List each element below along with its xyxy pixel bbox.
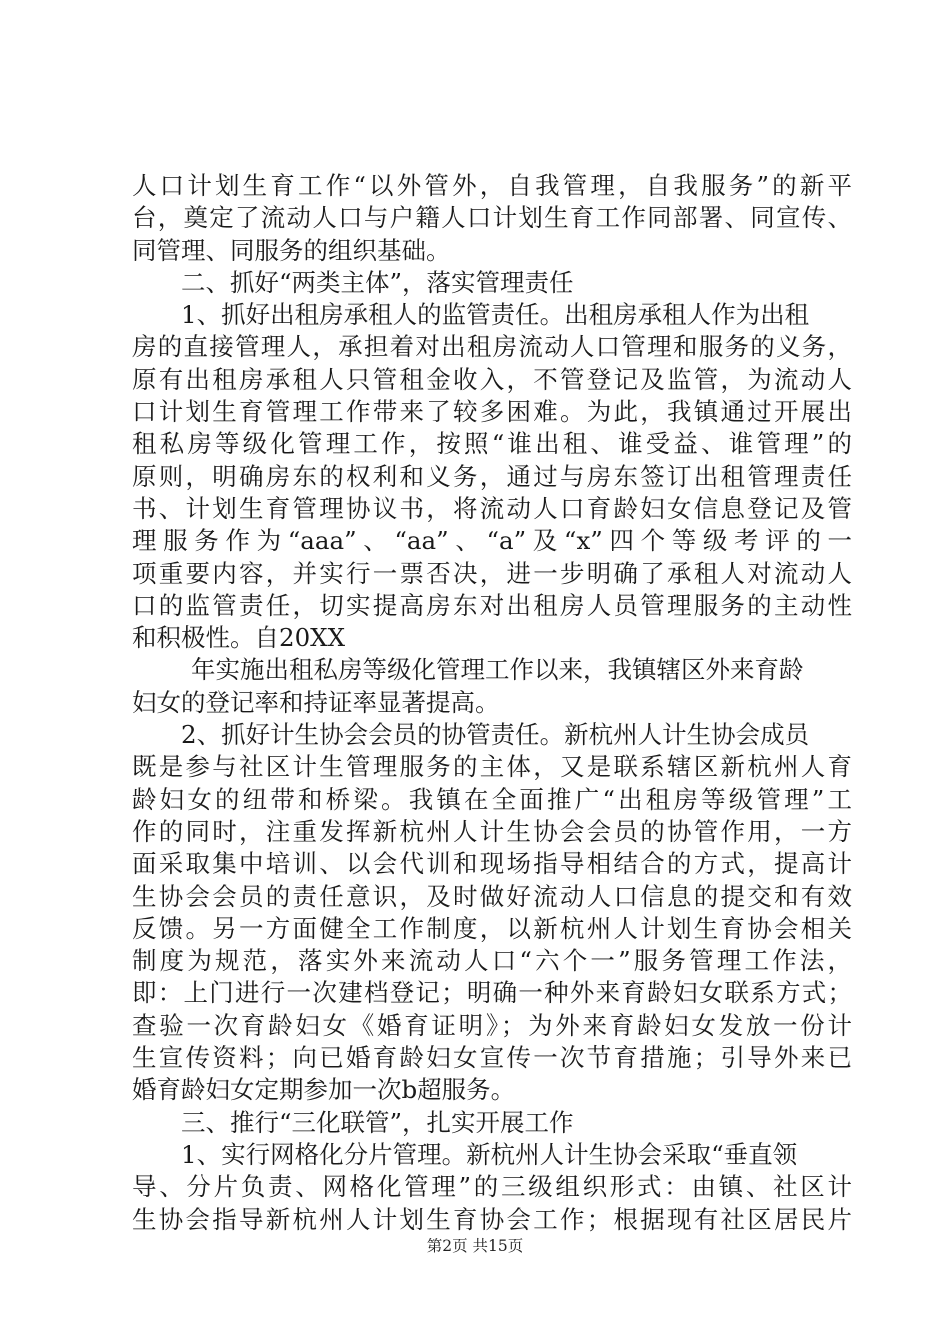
text-line: 导、分片负责、网格化管理”的三级组织形式：由镇、社区计 <box>132 1172 852 1202</box>
document-body <box>132 170 852 1236</box>
text-line: 反馈。另一方面健全工作制度，以新杭州人计划生育协会相关 <box>132 913 852 943</box>
text-line: 和积极性。自20XX <box>132 623 346 653</box>
text-line: 面采取集中培训、以会代训和现场指导相结合的方式，提高计 <box>132 849 852 879</box>
text-line: 2、抓好计生协会会员的协管责任。新杭州人计生协会成员 <box>181 720 810 750</box>
text-line: 生协会会员的责任意识，及时做好流动人口信息的提交和有效 <box>132 881 852 911</box>
text-line: 生协会指导新杭州人计划生育协会工作；根据现有社区居民片 <box>132 1204 852 1234</box>
text-line: 查验一次育龄妇女《婚育证明》；为外来育龄妇女发放一份计 <box>132 1010 852 1040</box>
text-line: 原则，明确房东的权利和义务，通过与房东签订出租管理责任 <box>132 461 852 491</box>
text-line: 原有出租房承租人只管租金收入，不管登记及监管，为流动人 <box>132 364 852 394</box>
text-line: 生宣传资料；向已婚育龄妇女宣传一次节育措施；引导外来已 <box>132 1043 852 1073</box>
text-line: 同管理、同服务的组织基础。 <box>132 235 451 265</box>
text-line: 书、计划生育管理协议书，将流动人口育龄妇女信息登记及管 <box>132 493 852 523</box>
text-line: 既是参与社区计生管理服务的主体，又是联系辖区新杭州人育 <box>132 752 852 782</box>
text-line: 1、抓好出租房承租人的监管责任。出租房承租人作为出租 <box>181 300 810 330</box>
text-line: 人口计划生育工作“以外管外，自我管理，自我服务”的新平 <box>132 171 852 200</box>
text-line: 即：上门进行一次建档登记；明确一种外来育龄妇女联系方式； <box>132 978 852 1008</box>
text-line: 项重要内容，并实行一票否决，进一步明确了承租人对流动人 <box>132 558 852 588</box>
text-line: 妇女的登记率和持证率显著提高。 <box>132 687 500 717</box>
text-line: 房的直接管理人，承担着对出租房流动人口管理和服务的义务， <box>132 332 852 362</box>
text-line: 三、推行“三化联管”，扎实开展工作 <box>181 1107 574 1137</box>
text-line: 租私房等级化管理工作，按照“谁出租、谁受益、谁管理”的 <box>132 429 852 459</box>
text-line: 作的同时，注重发挥新杭州人计生协会会员的协管作用，一方 <box>132 816 852 846</box>
text-line: 婚育龄妇女定期参加一次b超服务。 <box>132 1075 516 1105</box>
text-line: 理服务作为“aaa”、“aa”、“a”及“x”四个等级考评的一 <box>132 526 852 556</box>
text-line: 年实施出租私房等级化管理工作以来，我镇辖区外来育龄 <box>191 655 804 685</box>
text-line: 口计划生育管理工作带来了较多困难。为此，我镇通过开展出 <box>132 397 852 427</box>
text-line: 台，奠定了流动人口与户籍人口计划生育工作同部署、同宣传、 <box>132 203 852 233</box>
text-line: 1、实行网格化分片管理。新杭州人计生协会采取“垂直领 <box>181 1139 798 1169</box>
text-line: 二、抓好“两类主体”，落实管理责任 <box>181 267 574 297</box>
page-footer: 第2页 共15页 <box>426 1237 524 1255</box>
text-line: 制度为规范，落实外来流动人口“六个一”服务管理工作法， <box>132 946 852 976</box>
text-line: 口的监管责任，切实提高房东对出租房人员管理服务的主动性 <box>132 590 852 620</box>
text-line: 龄妇女的纽带和桥梁。我镇在全面推广“出租房等级管理”工 <box>132 784 852 814</box>
